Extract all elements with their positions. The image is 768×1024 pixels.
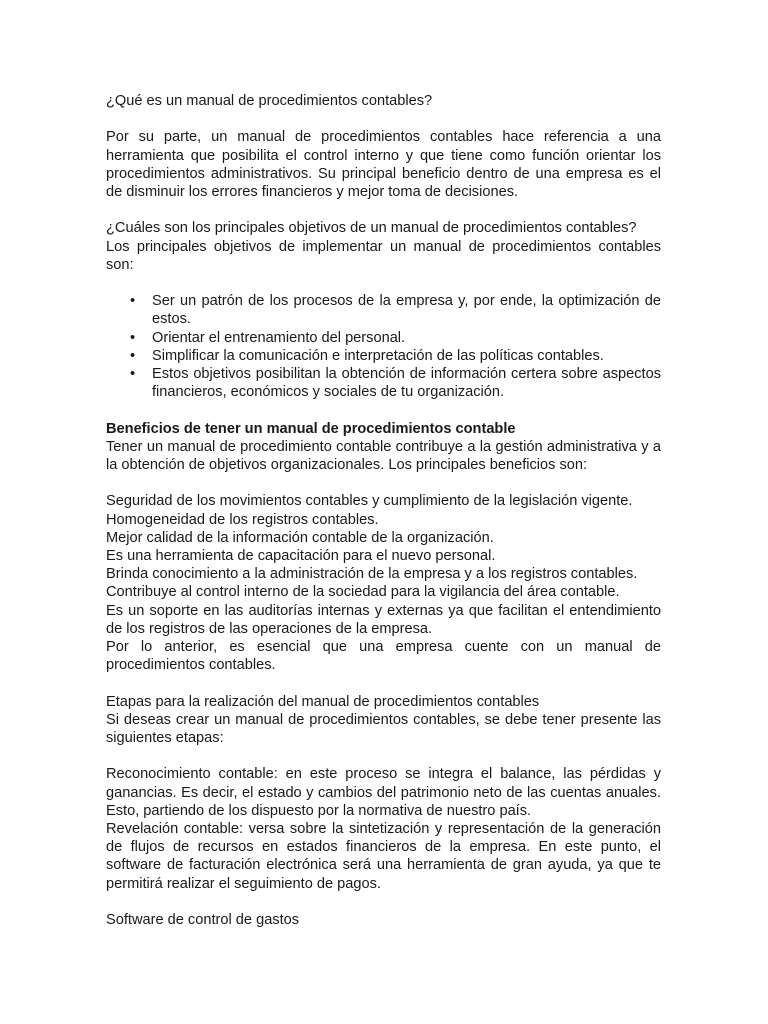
benefit-item: Homogeneidad de los registros contables. xyxy=(106,511,379,528)
benefits-heading: Beneficios de tener un manual de procedimientos contable xyxy=(106,420,516,437)
list-item xyxy=(106,292,661,328)
objectives-intro: Los principales objetivos de implementar un manual de procedimientos contables son: xyxy=(106,238,661,273)
list-item xyxy=(106,365,661,401)
list-item xyxy=(106,347,661,365)
software-title: Software de control de gastos xyxy=(106,912,300,929)
definition-paragraph: Por su parte, un manual de procedimientos contables hace referencia a una herramienta que posibilita el control interno y que tiene como función orientar los procedimientos administrativos. Su principal beneficio dentro de una empresa es el de disminuir los errores financieros y mejor toma de decisiones. xyxy=(106,129,661,200)
document-page xyxy=(106,92,661,929)
benefit-item: Contribuye al control interno de la sociedad para la vigilancia del área contable. xyxy=(106,584,620,601)
stage-item: Reconocimiento contable: en este proceso se integra el balance, las pérdidas y ganancias. Es decir, el estado y cambios del patrimonio neto de las cuentas anuales. Esto, partiendo de los dispuesto por la normativa de nuestro país. xyxy=(106,766,661,819)
bullet-icon: • xyxy=(130,347,136,364)
objective-text: Simplificar la comunicación e interpretación de las políticas contables. xyxy=(152,347,604,364)
stages-intro: Si deseas crear un manual de procedimientos contables, se debe tener presente las siguientes etapas: xyxy=(106,711,661,747)
objectives-list xyxy=(106,292,661,401)
question-objectives: ¿Cuáles son los principales objetivos de un manual de procedimientos contables? xyxy=(106,220,637,237)
stages-list xyxy=(106,765,661,892)
benefit-item: Por lo anterior, es esencial que una empresa cuente con un manual de procedimientos contables. xyxy=(106,639,661,674)
bullet-icon: • xyxy=(130,366,136,382)
benefit-item: Seguridad de los movimientos contables y cumplimiento de la legislación vigente. xyxy=(106,493,633,510)
objective-text: Orientar el entrenamiento del personal. xyxy=(152,329,406,346)
list-item xyxy=(106,329,661,347)
benefit-item: Es un soporte en las auditorías internas y externas ya que facilitan el entendimiento de los registros de las operaciones de la empresa. xyxy=(106,602,661,637)
stage-item: Revelación contable: versa sobre la sintetización y representación de la generación de flujos de recursos en estados financieros de la empresa. En este punto, el software de facturación electrónica será una herramienta de gran ayuda, ya que te permitirá realizar el seguimiento de pagos. xyxy=(106,821,661,892)
benefit-item: Brinda conocimiento a la administración de la empresa y a los registros contables. xyxy=(106,566,638,583)
benefits-list xyxy=(106,492,661,674)
objective-text: Estos objetivos posibilitan la obtención de información certera sobre aspectos financieros, económicos y sociales de tu organización. xyxy=(152,366,661,401)
benefit-item: Es una herramienta de capacitación para el nuevo personal. xyxy=(106,548,496,564)
benefit-item: Mejor calidad de la información contable de la organización. xyxy=(106,529,494,546)
question-what-is-manual: ¿Qué es un manual de procedimientos contables? xyxy=(106,93,433,109)
benefits-intro: Tener un manual de procedimiento contable contribuye a la gestión administrativa y a la obtención de objetivos organizacionales. Los principales beneficios son: xyxy=(106,438,661,473)
bullet-icon: • xyxy=(130,329,136,346)
objective-text: Ser un patrón de los procesos de la empresa y, por ende, la optimización de estos. xyxy=(152,293,661,328)
stages-title: Etapas para la realización del manual de procedimientos contables xyxy=(106,693,540,710)
bullet-icon: • xyxy=(130,293,136,310)
